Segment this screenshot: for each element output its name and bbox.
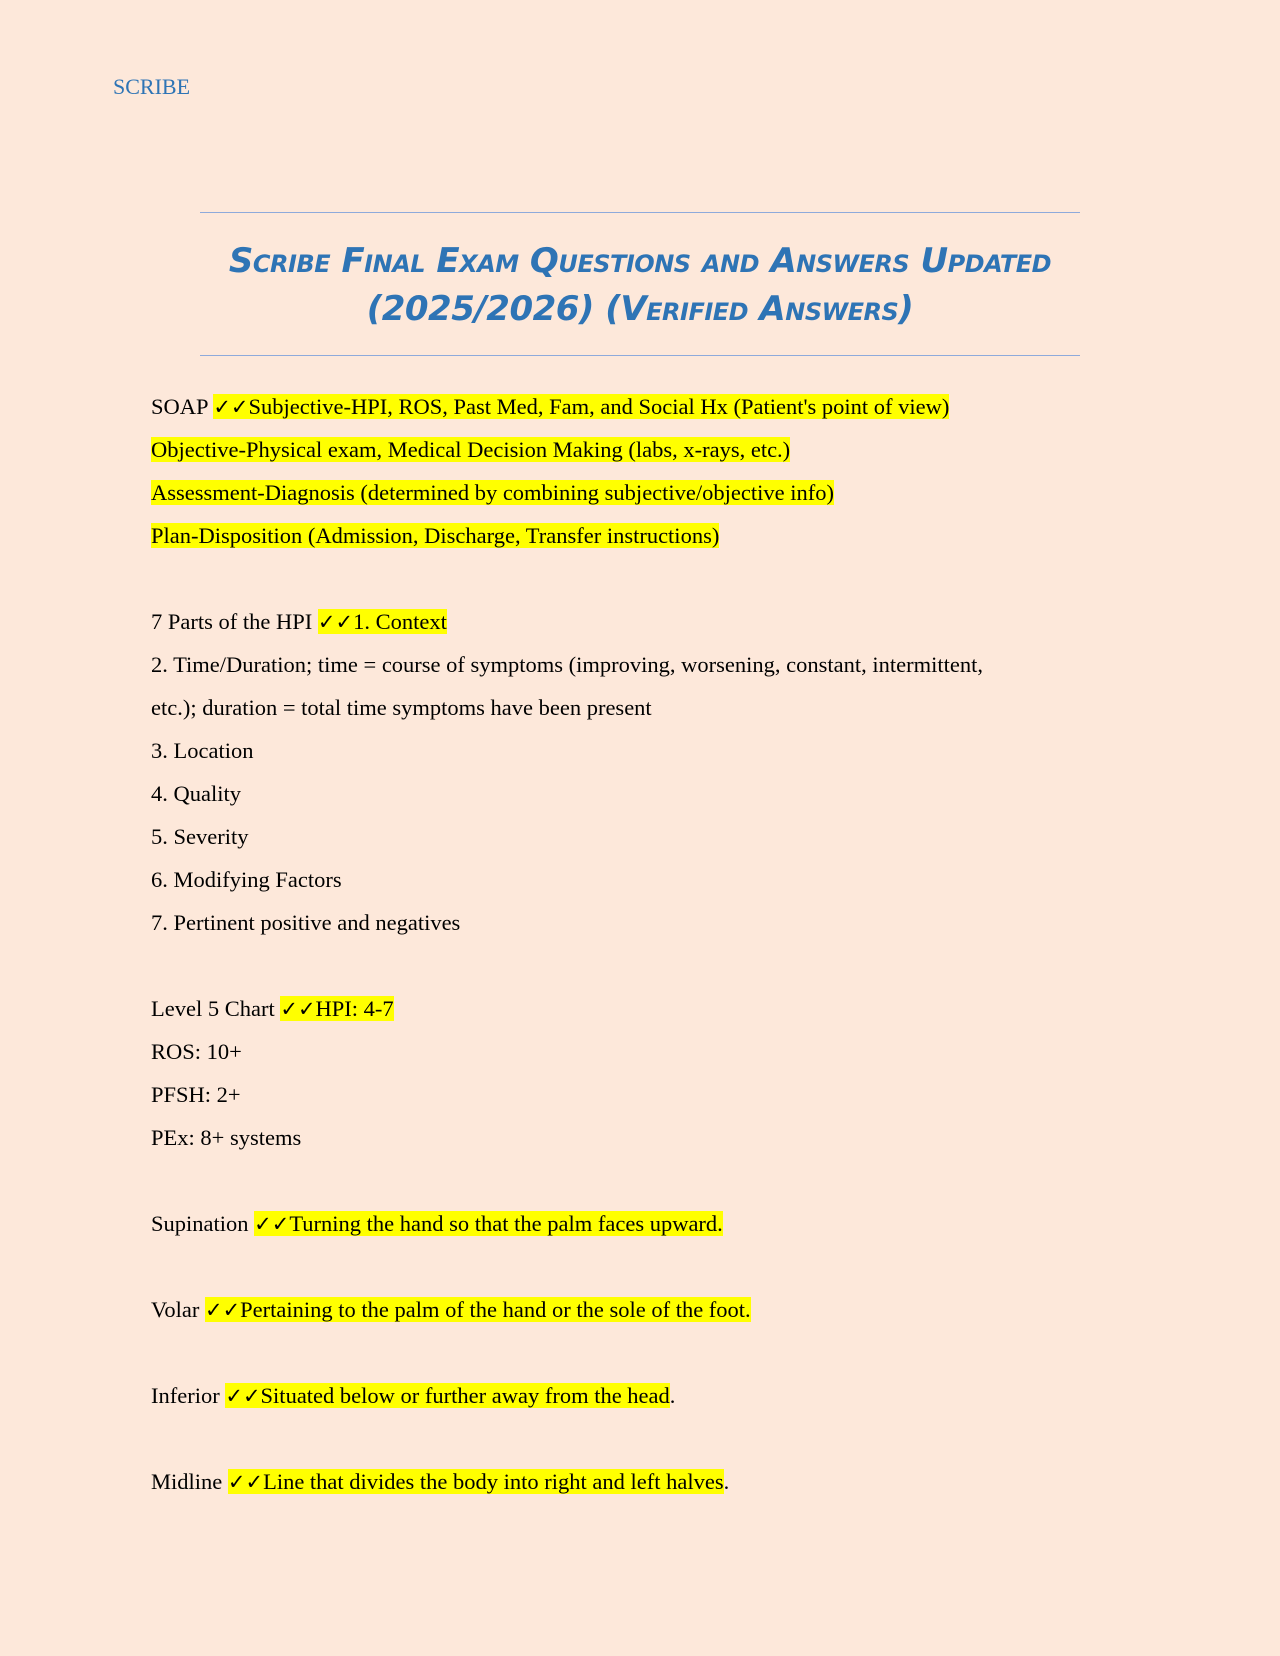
qa-answer-line: 6. Modifying Factors (151, 867, 342, 892)
qa-answer-line: etc.); duration = total time symptoms have been present (151, 695, 652, 720)
qa-term: Volar (151, 1297, 200, 1322)
qa-term: Midline (151, 1469, 223, 1494)
qa-item-volar (151, 1288, 1091, 1331)
double-check-icon: ✓✓ (227, 1470, 264, 1494)
qa-term: Supination (151, 1211, 249, 1236)
qa-answer-tail: . (669, 1383, 676, 1408)
qa-term: SOAP (151, 394, 208, 419)
qa-answer-line: 4. Quality (151, 781, 241, 806)
qa-answer: HPI: 4-7 (315, 996, 394, 1021)
title-line-2: (2025/2026) (Verified Answers) (366, 289, 914, 329)
double-check-icon: ✓✓ (280, 997, 316, 1021)
qa-answer: Situated below or further away from the head (260, 1383, 670, 1408)
qa-answer: Subjective-HPI, ROS, Past Med, Fam, and Social Hx (Patient's point of view) (248, 394, 950, 419)
qa-answer: Turning the hand so that the palm faces upward. (289, 1211, 723, 1236)
qa-term: Inferior (151, 1383, 220, 1408)
double-check-icon: ✓✓ (317, 610, 354, 634)
qa-answer-line: ROS: 10+ (151, 1039, 242, 1064)
qa-answer-line: Assessment-Diagnosis (determined by combining subjective/objective info) (151, 480, 834, 505)
qa-answer-tail: . (723, 1469, 730, 1494)
double-check-icon: ✓✓ (225, 1384, 261, 1408)
qa-item-hpi (151, 600, 1091, 643)
header-label: SCRIBE (113, 74, 191, 99)
qa-item-soap (151, 385, 1091, 428)
document-title (200, 212, 1080, 356)
qa-content (151, 385, 1091, 1503)
qa-answer-line: 5. Severity (151, 824, 249, 849)
double-check-icon: ✓✓ (254, 1212, 290, 1236)
double-check-icon: ✓✓ (204, 1298, 241, 1322)
qa-term: 7 Parts of the HPI (151, 609, 313, 634)
qa-answer-line: PFSH: 2+ (151, 1082, 241, 1107)
qa-answer-line: Objective-Physical exam, Medical Decision Making (labs, x-rays, etc.) (151, 437, 791, 462)
qa-answer-line: PEx: 8+ systems (151, 1125, 302, 1150)
qa-item-supination (151, 1202, 1091, 1245)
qa-answer: Pertaining to the palm of the hand or the sole of the foot. (240, 1297, 751, 1322)
title-line-1: Scribe Final Exam Questions and Answers Updated (228, 241, 1052, 281)
qa-item-midline (151, 1460, 1091, 1503)
qa-item-inferior (151, 1374, 1091, 1417)
qa-answer-line: 3. Location (151, 738, 254, 763)
qa-answer-line: 2. Time/Duration; time = course of symptoms (improving, worsening, constant, intermittent, (151, 652, 983, 677)
qa-item-level5 (151, 987, 1091, 1030)
double-check-icon: ✓✓ (213, 395, 249, 419)
qa-answer-line: Plan-Disposition (Admission, Discharge, Transfer instructions) (151, 523, 720, 548)
qa-answer-line: 7. Pertinent positive and negatives (151, 910, 461, 935)
qa-answer: Line that divides the body into right and left halves (263, 1469, 724, 1494)
qa-term: Level 5 Chart (151, 996, 275, 1021)
qa-answer: 1. Context (353, 609, 447, 634)
